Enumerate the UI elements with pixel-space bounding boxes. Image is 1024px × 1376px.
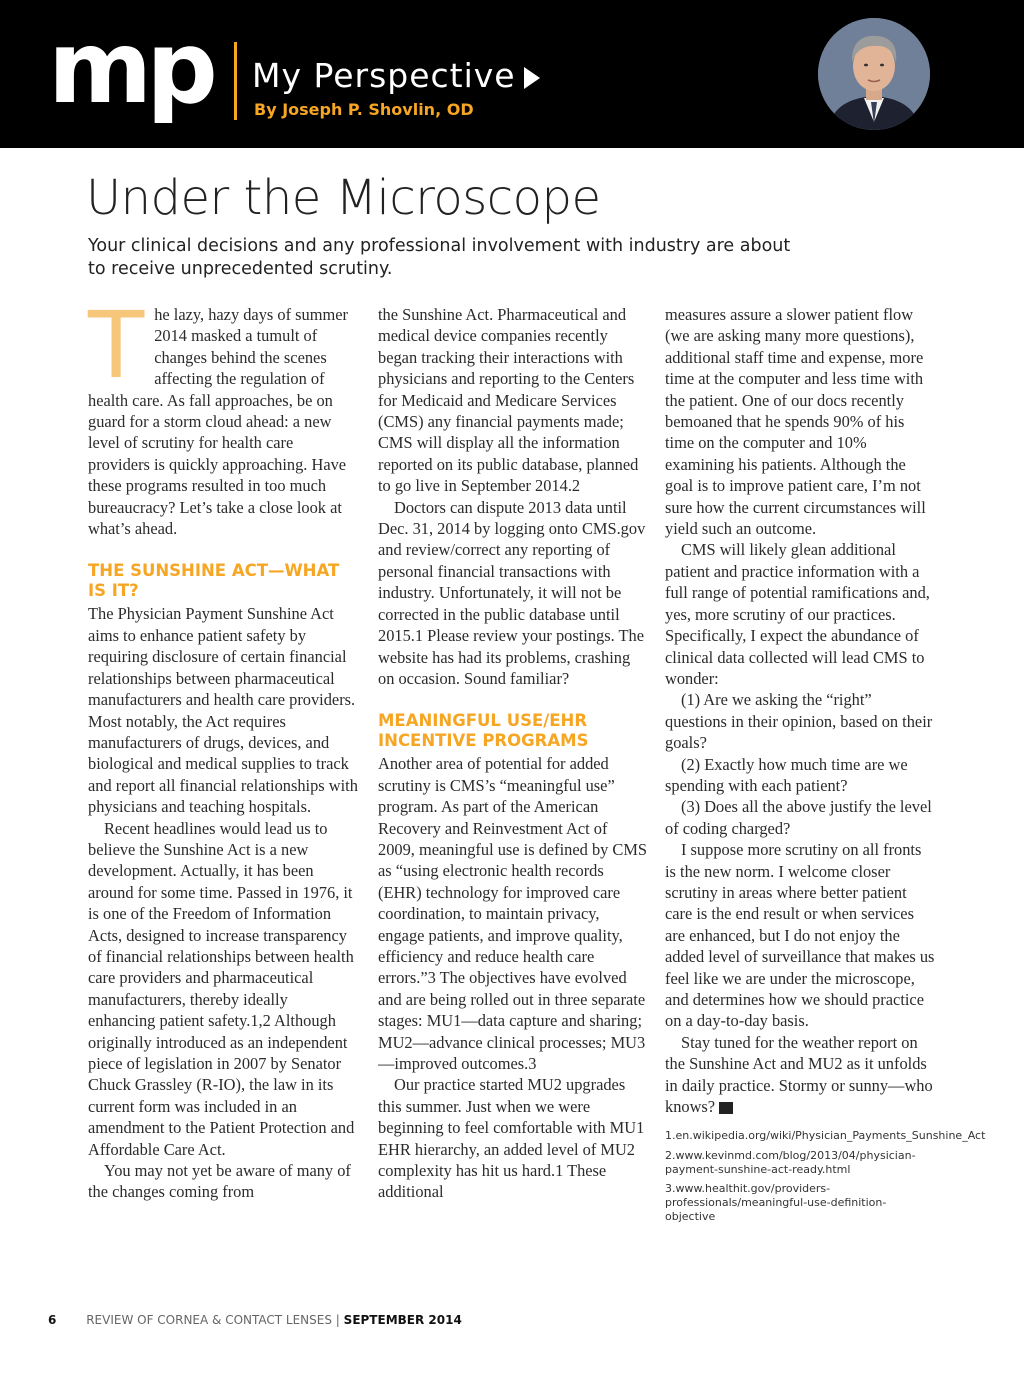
question-item: (2) Exactly how much time are we spending with each patient? [665, 754, 908, 795]
paragraph: CMS will likely glean additional patient and practice information with a full range of potential ramifications and, yes, more scrutiny of our practices. Specifically, I expect the abundance of clinical data collected will lead CMS to wonder: [665, 540, 930, 688]
page-footer [48, 1313, 462, 1327]
section-title-text: My Perspective [252, 56, 516, 95]
page-number: 6 [48, 1313, 57, 1327]
article-column-2 [378, 304, 648, 1203]
reference-item: 2.www.kevinmd.com/blog/2013/04/physician-payment-sunshine-act-ready.html [665, 1148, 916, 1176]
subhead-sunshine-act: THE SUNSHINE ACT—WHAT IS IT? [88, 561, 340, 601]
author-portrait-icon [818, 18, 930, 130]
article-column-1 [88, 292, 358, 1203]
end-mark-icon [719, 1102, 733, 1114]
paragraph: Recent headlines would lead us to believe the Sunshine Act is a new development. Actually, it has been around for some time. Passed in 1976, it is one of the Freedom of Information Acts, designed to increase transparency of financial relationships between health care providers and pharmaceutical manufacturers, thereby ideally enhancing patient safety.1,2 Although originally introduced as an independent piece of legislation in 2007 by Senator Chuck Grassley (R-IO), the law in its current form was included in an amendment to the Patient Protection and Affordable Care Act. [88, 818, 355, 1159]
paragraph: Our practice started MU2 upgrades this summer. Just when we were beginning to feel comfortable with MU1 EHR hierarchy, an added level of MU2 complexity has hit us hard.1 These additional [378, 1075, 645, 1202]
paragraph: Doctors can dispute 2013 data until Dec. 31, 2014 by logging onto CMS.gov and review/correct any reporting of personal financial transactions with industry. Unfortunately, it will not be corrected in the public database until 2015.1 Please review your postings. The website has had its problems, crashing on occasion. Sound familiar? [378, 497, 646, 688]
section-title [252, 56, 540, 95]
subhead-meaningful-use: MEANINGFUL USE/EHR INCENTIVE PROGRAMS [378, 711, 589, 751]
paragraph: You may not yet be aware of many of the changes coming from [88, 1161, 351, 1202]
paragraph: the Sunshine Act. Pharmaceutical and medical device companies recently began tracking their interactions with physicians and reporting to the Centers for Medicaid and Medicare Services (CMS) any financial payments made; CMS will display all the information reported on its public database, planned to go live in September 2014.2 [378, 305, 639, 496]
paragraph: I suppose more scrutiny on all fronts is the new norm. I welcome closer scrutiny in areas where better patient care is the end result or when services are enhanced, but I do not enjoy the added level of surveillance that makes us feel like we are under the microscope, and determines how we should practice on a day-to-day basis. [665, 840, 935, 1031]
question-item: (1) Are we asking the “right” questions in their opinion, based on their goals? [665, 690, 933, 753]
intro-text: he lazy, hazy days of summer 2014 masked a tumult of changes behind the scenes affecting the regulation of health care. As fall approaches, be on guard for a storm cloud ahead: a new level of scrutiny for health care providers is quickly approaching. Have these programs resulted in too much bureaucracy? Let’s take a close look at what’s ahead. [88, 305, 348, 539]
article-column-3 [665, 304, 986, 1230]
question-item: (3) Does all the above justify the level of coding charged? [665, 797, 932, 838]
paragraph: Another area of potential for added scrutiny is CMS’s “meaningful use” program. As part of the American Recovery and Reinvestment Act of 2009, meaningful use is defined by CMS as “using electronic health records (EHR) technology for improved care coordination, to maintain privacy, engage patients, and improve quality, efficiency and reduce health care errors.”3 The objectives have evolved and are being rolled out in three separate stages: MU1—data capture and sharing; MU2—advance clinical processes; MU3—improved outcomes.3 [378, 754, 648, 1073]
article-headline: Under the Microscope [86, 170, 601, 226]
logo-divider [234, 42, 237, 120]
byline: By Joseph P. Shovlin, OD [254, 100, 474, 119]
header-banner [0, 0, 1024, 148]
reference-item: 3.www.healthit.gov/providers-professionals/meaningful-use-definition-objective [665, 1182, 887, 1224]
closing-text: Stay tuned for the weather report on the Sunshine Act and MU2 as it unfolds in daily practice. Stormy or sunny—who knows? [665, 1032, 933, 1117]
intro-paragraph [88, 292, 358, 539]
play-arrow-icon [524, 67, 540, 89]
paragraph [665, 1032, 935, 1118]
references [665, 1129, 986, 1224]
issue-date: SEPTEMBER 2014 [343, 1313, 462, 1327]
article-dek: Your clinical decisions and any professional involvement with industry are about to receive unprecedented scrutiny. [88, 236, 791, 279]
publication-name: REVIEW OF CORNEA & CONTACT LENSES | [86, 1313, 340, 1327]
drop-cap: T [88, 292, 145, 399]
mp-logo: mp [48, 9, 212, 126]
paragraph: The Physician Payment Sunshine Act aims to enhance patient safety by requiring disclosure of certain financial relationships between pharmaceutical manufacturers and health care providers. Most notably, the Act requires manufacturers of drugs, devices, and biological and medical supplies to track and report all financial relationships with physicians and teaching hospitals. [88, 604, 358, 817]
reference-item: 1.en.wikipedia.org/wiki/Physician_Payments_Sunshine_Act [665, 1129, 986, 1143]
paragraph: measures assure a slower patient flow (we are asking many more questions), additional staff time and expense, more time at the computer and less time with the patient. One of our docs recently bemoaned that he spends 90% of his time on the computer and 10% examining his patients. Although the goal is to improve patient care, I’m not sure how the current circumstances will yield such an outcome. [665, 305, 926, 539]
author-photo [818, 18, 930, 130]
